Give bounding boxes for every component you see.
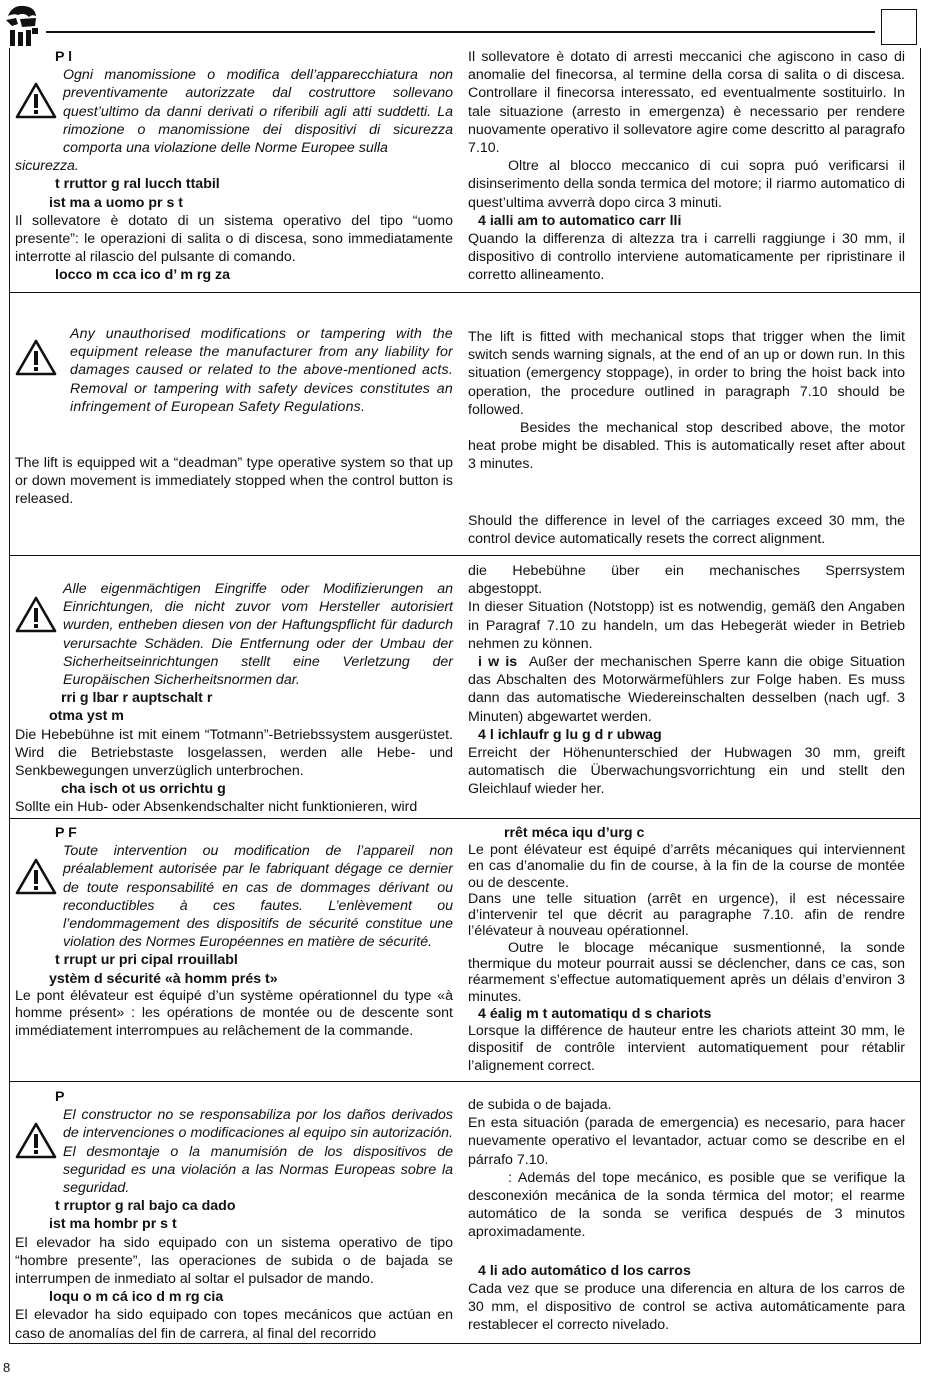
german-mechanical-stop-text: Sollte ein Hub- oder Absenkendschalter nicht funktionieren, wird xyxy=(15,799,418,816)
italian-warning xyxy=(15,66,453,157)
italian-heading-auto-leveling: 4 ialli am to automatico carr lli xyxy=(478,212,682,229)
german-warning xyxy=(15,580,453,689)
english-deadman-text: The lift is equipped wit a “deadman” type operative system so that up or down movement is immediately stopped when the control button is released. xyxy=(15,455,453,508)
italian-warning-tail: sicurezza. xyxy=(15,158,79,175)
italian-mechanical-stop-text: Il sollevatore è dotato di arresti meccanici che agiscono in caso di anomalie del finecorsa, al termine della corsa di salita o di discesa. Controllare il finecorsa interessato, ed eventualmente sostituirlo. In tale situazione (arresto in emergenza) è necessario per rendere nuovamente operativo il sollevatore agire come descritto al paragrafo 7.10. xyxy=(468,49,905,157)
italian-heading-mechanical-stop: locco m cca ico d’ m rg za xyxy=(55,267,231,284)
page-number: 8 xyxy=(3,1360,11,1375)
french-deadman-text: Le pont élévateur est équipé d’un système opérationnel du type «à homme présent» : les opérations de montée ou de descente sont immédiatement interrompues au relâchement de la commande. xyxy=(15,987,453,1039)
german-left-column xyxy=(15,580,453,817)
spanish-heading-precautions: P xyxy=(55,1089,65,1105)
spanish-mechanical-stop-text: El elevador ha sido equipado con topes mecánicos que actúan en caso de anomalías del fin de carrera, al final del recorrido xyxy=(15,1307,453,1342)
german-thermal-probe-text: Außer der mechanischen Sperre kann die obige Situation das Abschalten des Motorwärmefühlers zur Folge haben. Es muss dann das automatische Wiedereinschalten desselben (nach ugf. 3 Minuten) abgewartet werden. xyxy=(468,654,905,725)
warning-triangle-icon xyxy=(15,82,57,120)
section-german xyxy=(9,555,921,819)
german-heading-auto-leveling: 4 l ichlaufr g lu g d r ubwag xyxy=(478,726,662,743)
french-mechanical-stop-text: Le pont élévateur est équipé d’arrêts mécaniques qui interviennent en cas d’anomalie du fin de course, à la fin de la course de montée ou de descente. xyxy=(468,842,905,891)
spanish-thermal-probe-text: : Además del tope mecánico, es posible que se verifique la desconexión mecánica de la sonda térmica del motor; el rearme automático de la sonda se verifica después de 3 minutos aproximadamente. xyxy=(468,1169,905,1241)
german-deadman-text: Die Hebebühne ist mit einem “Totmann”-Betriebssystem ausgerüstet. Wird die Betriebstaste losgelassen, werden alle Hebe- und Senkbewegungen unverzüglich unterbrochen. xyxy=(15,726,453,780)
spanish-heading-deadman: ist ma hombr pr s t xyxy=(49,1216,177,1233)
french-heading-mechanical-stop: rrêt méca iqu d’urg c xyxy=(504,825,645,841)
italian-heading-precautions: P l xyxy=(55,49,73,65)
spanish-heading-mechanical-stop: loqu o m cá ico d m rg cia xyxy=(49,1289,224,1306)
spanish-warning-text: El constructor no se responsabiliza por los daños derivados de intervenciones o modificaciones al equipo sin autorización. El desmontaje o la manumisión de los dispositivos de seguridad es una violación a las Normas Europeas sobre la seguridad. xyxy=(63,1107,453,1197)
french-heading-auto-leveling: 4 éalig m t automatiqu d s chariots xyxy=(478,1005,712,1022)
german-right-column xyxy=(468,562,905,799)
italian-heading-deadman: ist ma a uomo pr s t xyxy=(49,194,184,211)
header-rule xyxy=(46,31,875,33)
french-right-column xyxy=(468,824,905,1075)
section-italian xyxy=(9,48,921,293)
italian-deadman-text: Il sollevatore è dotato di un sistema operativo del tipo “uomo presente”: le operazioni di salita o di discesa, sono immediatamente interrotte al rilascio del pulsante di comando. xyxy=(15,212,453,266)
italian-thermal-probe-text: Oltre al blocco meccanico di cui sopra puó verificarsi il disinserimento della sonda termica del motore; il riarmo automatico di quest’ultima avverrà dopo circa 3 minuti. xyxy=(468,158,905,211)
spanish-right-column xyxy=(468,1096,905,1334)
italian-right-column xyxy=(468,48,905,285)
italian-left-column xyxy=(15,48,453,285)
spanish-left-column xyxy=(15,1088,453,1343)
section-english xyxy=(9,292,921,556)
german-emergency-text: In dieser Situation (Notstopp) ist es notwendig, gemäß den Angaben in Paragraf 7.10 zu handeln, um das Hebegerät wieder in Betrieb nehmen zu können. xyxy=(468,599,905,652)
english-thermal-probe-text: Besides the mechanical stop described above, the motor heat probe might be disabled. This is automatically reset after about 3 minutes. xyxy=(468,420,905,473)
spanish-mechanical-stop-continued: de subida o de bajada. xyxy=(468,1097,612,1113)
german-heading-main-switch: rri g lbar r auptschalt r xyxy=(61,690,213,707)
warning-triangle-icon xyxy=(15,339,57,377)
german-auto-leveling-text: Erreicht der Höhenunterschied der Hubwagen 30 mm, greift automatisch die Überwachungsvorrichtung ein und stellt den Gleichlauf wieder her. xyxy=(468,745,905,798)
german-mechanical-stop-continued: die Hebebühne über ein mechanisches Sperrsystem abgestoppt. xyxy=(468,563,905,598)
english-warning-text: Any unauthorised modifications or tampering with the equipment release the manufacturer from any liability for damages caused or related to the above-mentioned acts. Removal or tampering with safety devices constitutes an infringement of European Safety Regulations. xyxy=(70,326,453,415)
warning-triangle-icon xyxy=(15,596,57,634)
french-warning-text: Toute intervention ou modification de l’appareil non préalablement autorisée par le fabriquant dégage ce dernier de toute responsabilité en cas de dommages dérivant ou reconductibles à ces fautes. L’enlèvement ou l’endommagement des dispositifs de sécurité constitue une violation des Normes Européennes en matière de sécurité. xyxy=(63,843,453,951)
french-emergency-text: Dans une telle situation (arrêt en urgence), il est nécessaire d’intervenir tel que décrit au paragraphe 7.10. afin de rendre l’élévateur à nouveau opérationnel. xyxy=(468,890,905,940)
header-page-box xyxy=(881,9,917,45)
english-warning xyxy=(15,325,453,416)
french-heading-precautions: P F xyxy=(55,825,77,841)
english-heading-gap-right xyxy=(468,474,905,512)
italian-auto-leveling-text: Quando la differenza di altezza tra i carrelli raggiunge i 30 mm, il dispositivo di controllo interviene automaticamente per ripristinare il corretto allineamento. xyxy=(468,231,905,284)
english-left-column xyxy=(15,325,453,509)
warning-triangle-icon xyxy=(15,1122,57,1160)
italian-heading-main-switch: t rruttor g ral lucch ttabil xyxy=(55,176,220,193)
spanish-heading-main-switch: t rruptor g ral bajo ca dado xyxy=(55,1198,236,1215)
french-left-column xyxy=(15,824,453,1040)
spanish-emergency-text: En esta situación (parada de emergencia) es necesario, para hacer nuevamente operativo el levantador, actuar como se describe en el párrafo 7.10. xyxy=(468,1115,905,1168)
spanish-heading-gap xyxy=(468,1242,905,1262)
german-heading-deadman: otma yst m xyxy=(49,708,124,725)
german-warning-text: Alle eigenmächtigen Eingriffe oder Modifizierungen an Einrichtungen, die nicht zuvor vom Hersteller autorisiert wurden, entheben diesen von der Haftungspflicht für dadurch verursachte Schäden. Die Entfernung oder der Umbau der Sicherheitseinrichtungen stellt eine Verletzung der Europäischen Sicherheitsnormen dar. xyxy=(63,581,453,689)
warning-triangle-icon xyxy=(15,858,57,896)
section-french xyxy=(9,818,921,1082)
french-heading-deadman: ystèm d sécurité «à homm prés t» xyxy=(49,970,278,987)
english-mechanical-stop-text: The lift is fitted with mechanical stops that trigger when the limit switch sends warning signals, at the end of an up or down run. In this situation (emergency stoppage), in order to bring the hoist back into operation, the procedure outlined in paragraph 7.10 should be followed. xyxy=(468,329,905,418)
french-heading-main-switch: t rrupt ur pri cipal rrouillabl xyxy=(55,952,238,969)
spanish-auto-leveling-text: Cada vez que se produce una diferencia en altura de los carros de 30 mm, el dispositivo de control se activa automáticamente para restablecer el correcto nivelado. xyxy=(468,1280,905,1334)
german-heading-mechanical-stop: cha isch ot us orrichtu g xyxy=(61,781,226,798)
french-warning xyxy=(15,842,453,951)
spanish-deadman-text: El elevador ha sido equipado con un sistema operativo de tipo “hombre presente”, las operaciones de subida o de bajada se interrumpen de inmediato al soltar el pulsador de mando. xyxy=(15,1234,453,1288)
french-auto-leveling-text: Lorsque la différence de hauteur entre les chariots atteint 30 mm, le dispositif de contrôle intervient automatiquement pour rétablir l’alignement correct. xyxy=(468,1022,905,1074)
english-right-column xyxy=(468,328,905,548)
spanish-warning xyxy=(15,1106,453,1197)
english-auto-leveling-text: Should the difference in level of the carriages exceed 30 mm, the control device automatically resets the correct alignment. xyxy=(468,512,905,547)
italian-warning-text: Ogni manomissione o modifica dell’apparecchiatura non preventivamente autorizzate dal costruttore sollevano quest’ultimo da danni derivati o riferibili agli atti suddetti. La rimozione o manomissione dei dispositivi di sicurezza comporta una violazione delle Norme Europee sulla xyxy=(63,67,453,157)
french-thermal-probe-text: Outre le blocage mécanique susmentionné, la sonde thermique du moteur pourrait aussi se déclencher, dans ce cas, son réarmement s’effectue automatiquement après un délais d’environ 3 minutes. xyxy=(468,939,905,1005)
german-note-label: i w is xyxy=(478,654,518,671)
brand-logo-icon xyxy=(2,2,42,48)
spanish-heading-auto-leveling: 4 li ado automático d los carros xyxy=(478,1262,691,1279)
section-spanish xyxy=(9,1081,921,1345)
english-heading-gap xyxy=(15,416,453,454)
